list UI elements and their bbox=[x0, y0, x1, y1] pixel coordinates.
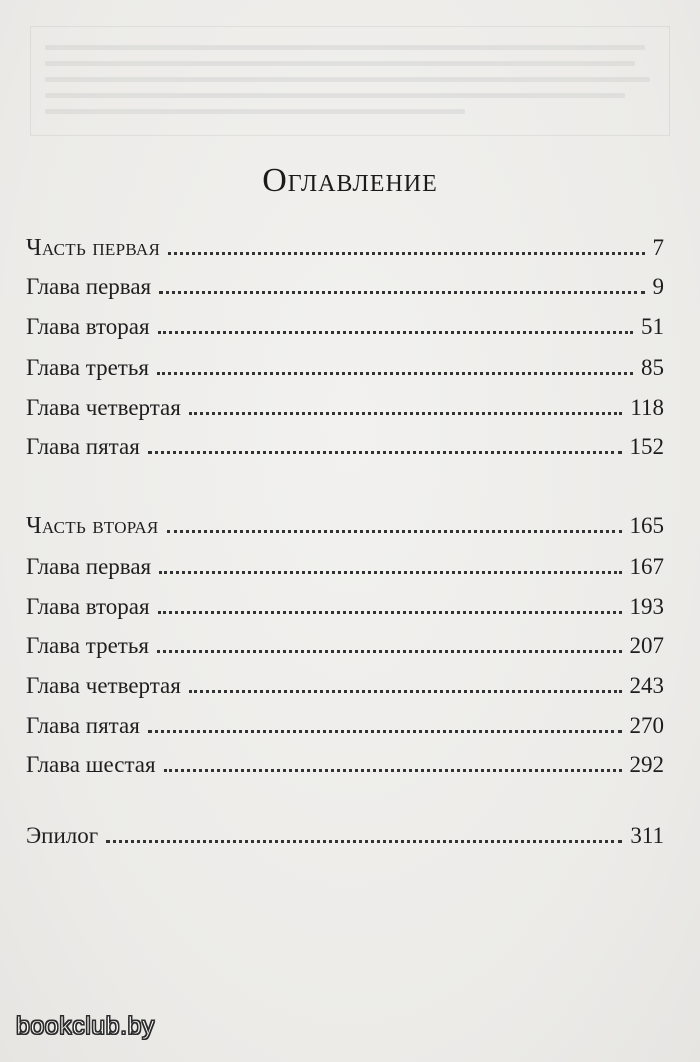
dot-leader bbox=[168, 252, 644, 255]
toc-chapter-label: Глава третья bbox=[26, 633, 149, 658]
toc-page-number: 7 bbox=[652, 235, 664, 260]
toc-chapter-row bbox=[26, 308, 664, 342]
toc-chapter-row bbox=[26, 707, 664, 741]
toc-page-number: 243 bbox=[629, 673, 664, 698]
toc-page-number: 193 bbox=[629, 594, 664, 619]
toc-chapter-label: Глава пятая bbox=[26, 434, 140, 459]
toc-page-number: 167 bbox=[629, 554, 664, 579]
toc-epilogue-label: Эпилог bbox=[26, 823, 99, 848]
dot-leader bbox=[158, 611, 622, 614]
toc-epilogue-row bbox=[26, 817, 664, 851]
toc-page-number: 51 bbox=[641, 314, 664, 339]
dot-leader bbox=[148, 730, 622, 733]
toc-chapter-row bbox=[26, 428, 664, 462]
toc-page-number: 165 bbox=[629, 513, 664, 538]
dot-leader bbox=[148, 451, 622, 454]
toc-chapter-row bbox=[26, 268, 664, 302]
toc-chapter-label: Глава четвертая bbox=[26, 395, 181, 420]
bleed-through-text-box bbox=[30, 26, 670, 136]
toc-chapter-row bbox=[26, 389, 664, 423]
dot-leader bbox=[189, 412, 622, 415]
toc-chapter-label: Глава первая bbox=[26, 274, 152, 299]
dot-leader bbox=[189, 690, 622, 693]
watermark: bookclub.by bbox=[16, 1012, 155, 1040]
dot-leader bbox=[164, 769, 622, 772]
toc-chapter-row bbox=[26, 548, 664, 582]
toc-chapter-label: Глава четвертая bbox=[26, 673, 181, 698]
toc-page-number: 270 bbox=[629, 713, 664, 738]
toc-part-label: Часть первая bbox=[26, 235, 161, 261]
toc-chapter-label: Глава вторая bbox=[26, 314, 150, 339]
toc-chapter-label: Глава пятая bbox=[26, 713, 140, 738]
toc-part-1 bbox=[26, 229, 664, 263]
dot-leader bbox=[157, 650, 622, 653]
toc-chapter-label: Глава вторая bbox=[26, 594, 150, 619]
toc-chapter-row bbox=[26, 667, 664, 701]
dot-leader bbox=[159, 291, 644, 294]
toc-page-number: 311 bbox=[630, 823, 664, 848]
toc-chapter-label: Глава третья bbox=[26, 355, 149, 380]
dot-leader bbox=[106, 840, 622, 843]
toc-part-2 bbox=[26, 507, 664, 541]
toc-chapter-label: Глава первая bbox=[26, 554, 152, 579]
dot-leader bbox=[167, 530, 622, 533]
toc-page-number: 207 bbox=[629, 633, 664, 658]
toc-chapter-row bbox=[26, 746, 664, 780]
toc-page-number: 85 bbox=[641, 355, 664, 380]
toc-chapter-row bbox=[26, 627, 664, 661]
toc-page-number: 292 bbox=[629, 752, 664, 777]
toc-page-number: 152 bbox=[629, 434, 664, 459]
toc-page-number: 9 bbox=[652, 274, 664, 299]
dot-leader bbox=[159, 571, 621, 574]
toc-chapter-label: Глава шестая bbox=[26, 752, 156, 777]
toc-chapter-row bbox=[26, 349, 664, 383]
dot-leader bbox=[158, 331, 633, 334]
toc-chapter-row bbox=[26, 588, 664, 622]
toc-page-number: 118 bbox=[630, 395, 664, 420]
dot-leader bbox=[157, 372, 633, 375]
toc-part-label: Часть вторая bbox=[26, 513, 159, 539]
page-title: Оглавление bbox=[262, 162, 438, 199]
